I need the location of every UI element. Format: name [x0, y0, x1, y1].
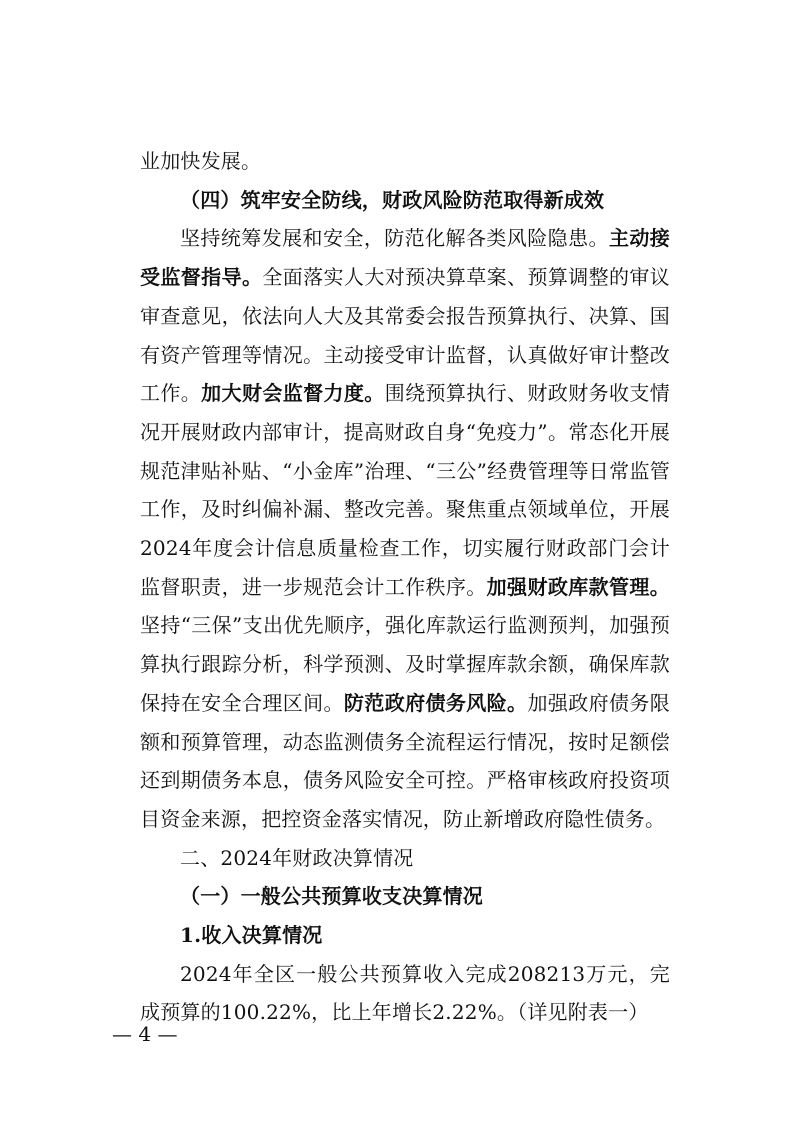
bold-phrase-supervision: 主动接受监督指导。	[140, 226, 670, 290]
income-paragraph: 2024年全区一般公共预算收入完成208213万元，完成预算的100.22%，比上年增长2.22%。（详见附表一）	[140, 961, 670, 1025]
subsection-one-title: （一）一般公共预算收支决算情况	[180, 884, 483, 909]
bold-phrase-debt-risk: 防范政府债务风险。	[343, 690, 528, 715]
page-number: — 4 —	[112, 1022, 178, 1046]
section-four-title: （四）筑牢安全防线，财政风险防范取得新成效	[180, 187, 605, 212]
main-paragraph	[140, 219, 670, 838]
main-paragraph-text-3: 坚持“三保”支出优先顺序，强化库款运行监测预判，加强预算执行跟踪分析，科学预测、及时掌握库款余额，确保库款保持在安全合理区间。	[140, 613, 670, 715]
main-paragraph-text-4: 加强政府债务限额和预算管理，动态监测债务全流程运行情况，按时足额偿还到期债务本息，债务风险安全可控。严格审核政府投资项目资金来源，把控资金落实情况，防止新增政府隐性债务。	[140, 690, 671, 831]
section-two-title: 二、2024年财政决算情况	[180, 845, 414, 870]
bold-phrase-accounting-supervision: 加大财会监督力度。	[201, 381, 385, 406]
main-paragraph-intro: 坚持统筹发展和安全，防范化解各类风险隐患。	[180, 226, 609, 251]
continuation-line: 业加快发展。	[140, 149, 262, 173]
main-paragraph-text-1: 全面落实人大对预决算草案、预算调整的审议审查意见，依法向人大及其常委会报告预算执行、决算、国有资产管理等情况。主动接受审计监督，认真做好审计整改工作。	[140, 265, 671, 406]
main-paragraph-text-2: 围绕预算执行、财政财务收支情况开展财政内部审计，提高财政自身“免疫力”。常态化开展规范津贴补贴、“小金库”治理、“三公”经费管理等日常监管工作，及时纠偏补漏、整改完善。聚焦重点领域单位，开展2024年度会计信息质量检查工作，切实履行财政部门会计监督职责，进一步规范会计工作秩序。	[140, 381, 670, 599]
item-one-title: 1.收入决算情况	[180, 923, 323, 948]
document-body	[140, 142, 670, 1032]
bold-phrase-treasury: 加强财政库款管理。	[486, 574, 670, 599]
